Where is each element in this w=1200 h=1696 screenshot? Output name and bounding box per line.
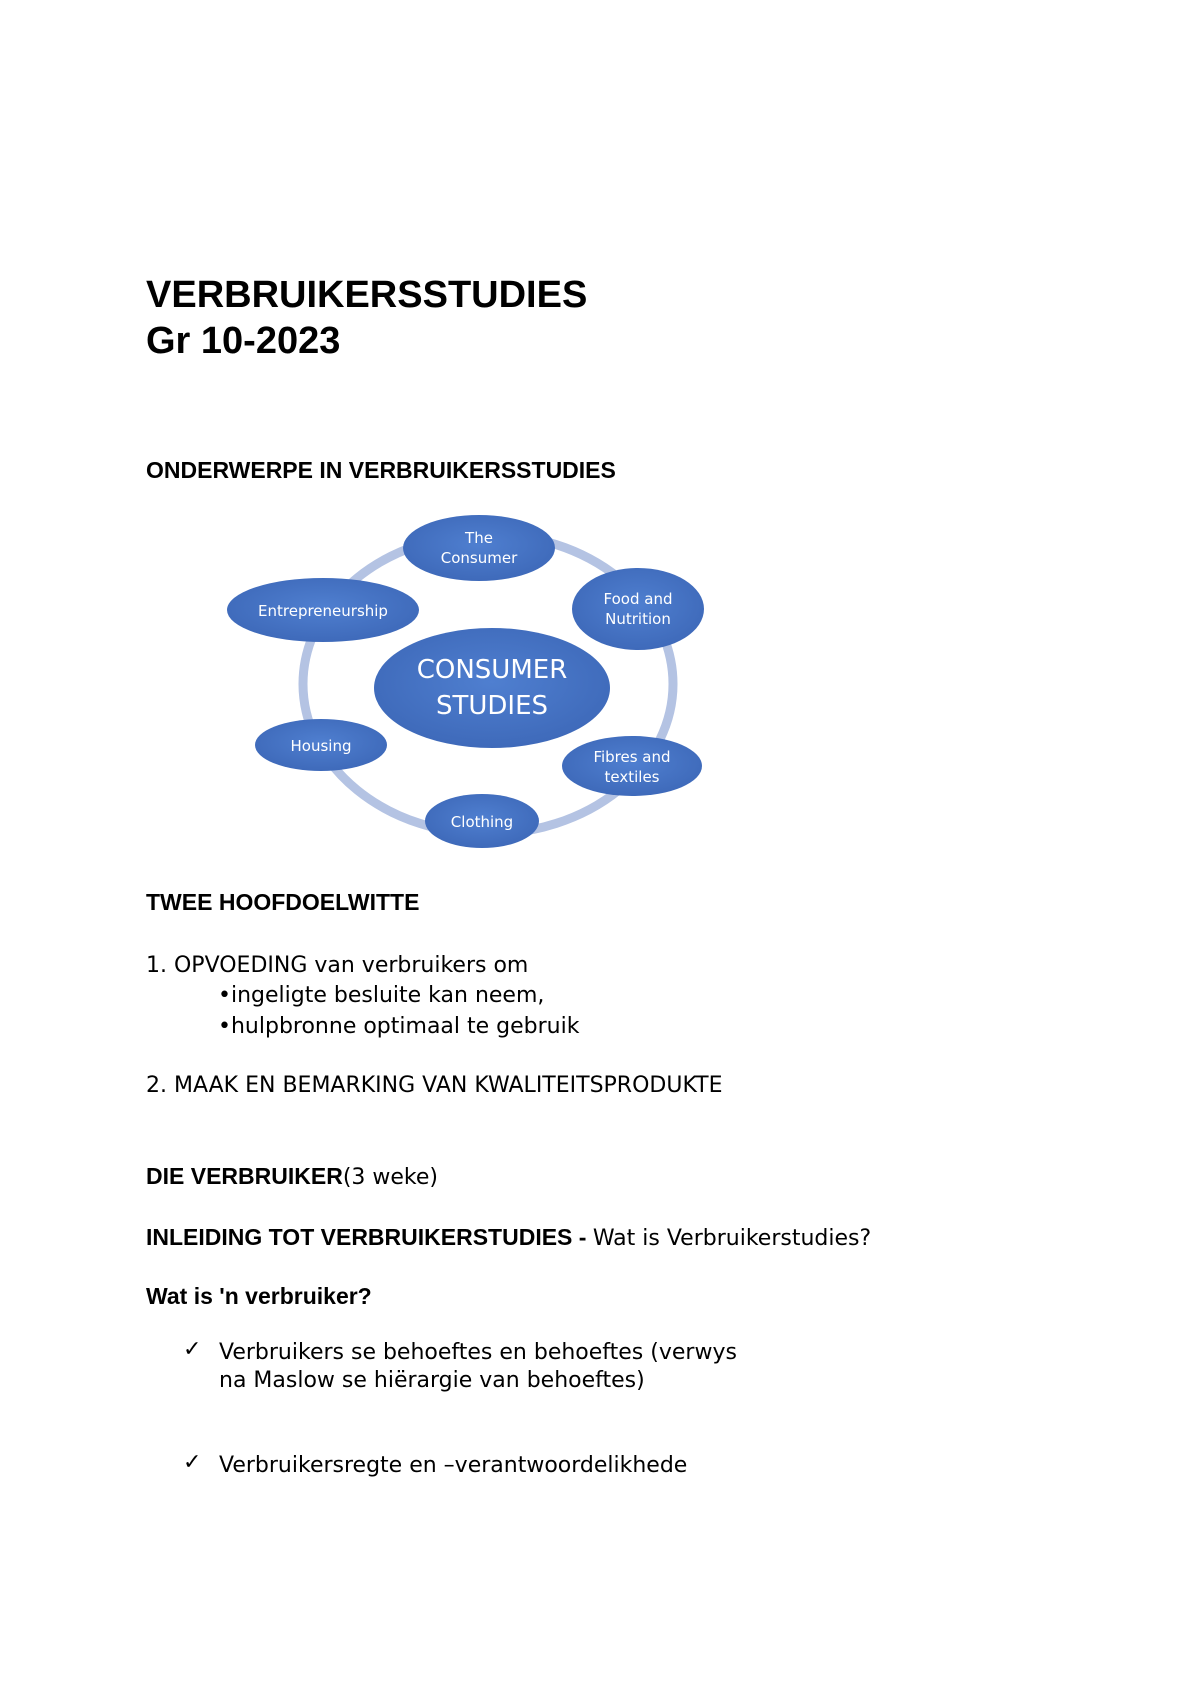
node-label: Housing — [290, 737, 352, 755]
node-label: Food and — [603, 590, 673, 608]
node-entrepreneurship — [227, 578, 419, 642]
node-fibres-and-textiles — [562, 736, 702, 796]
aims-heading: TWEE HOOFDOELWITTE — [146, 889, 420, 915]
node-label: textiles — [604, 768, 660, 786]
aims-item-2: 2. MAAK EN BEMARKING VAN KWALITEITSPRODUKTE — [146, 1073, 723, 1098]
node-label: Nutrition — [605, 610, 671, 628]
aims-bullet-1 — [218, 983, 544, 1008]
intro-bold: INLEIDING TOT VERBRUIKERSTUDIES - — [146, 1224, 593, 1250]
check-item-rights: Verbruikersregte en –verantwoordelikhede — [219, 1453, 688, 1478]
bullet-mark: • — [218, 983, 231, 1008]
check-item-needs: Verbruikers se behoeftes en behoeftes (verwys na Maslow se hiërargie van behoeftes) — [219, 1340, 737, 1393]
node-food-and-nutrition — [572, 568, 704, 650]
intro-line — [146, 1224, 871, 1251]
check-icon: ✓ — [183, 1337, 202, 1362]
consumer-studies-diagram — [220, 512, 720, 852]
bullet-mark: • — [218, 1014, 231, 1039]
aims-item-1: 1. OPVOEDING van verbruikers om — [146, 953, 529, 978]
node-label: The — [465, 529, 493, 547]
consumer-section-heading — [146, 1163, 438, 1190]
intro-question: Wat is Verbruikerstudies? — [592, 1226, 872, 1251]
center-label-line-1: CONSUMER — [416, 655, 568, 685]
node-consumer-studies — [374, 628, 610, 748]
center-label-line-2: STUDIES — [435, 691, 549, 721]
bullet-text: ingeligte besluite kan neem, — [230, 983, 545, 1008]
bullet-text: hulpbronne optimaal te gebruik — [230, 1014, 580, 1039]
node-label: Entrepreneurship — [258, 602, 388, 620]
node-label: Clothing — [450, 813, 514, 831]
consumer-question: Wat is 'n verbruiker? — [146, 1283, 372, 1309]
aims-bullet-2 — [218, 1014, 579, 1039]
consumer-heading-duration: (3 weke) — [342, 1165, 438, 1190]
topics-heading: ONDERWERPE IN VERBRUIKERSSTUDIES — [146, 457, 616, 483]
consumer-heading-bold: DIE VERBRUIKER — [146, 1163, 343, 1189]
title-line-1: VERBRUIKERSSTUDIES — [146, 274, 588, 316]
title-line-2: Gr 10-2023 — [146, 320, 341, 362]
node-the-consumer — [403, 515, 555, 581]
document-title — [146, 272, 587, 364]
node-label: Consumer — [440, 549, 518, 567]
node-clothing — [425, 794, 539, 848]
check-icon: ✓ — [183, 1450, 202, 1475]
node-label: Fibres and — [593, 748, 671, 766]
node-housing — [255, 719, 387, 771]
